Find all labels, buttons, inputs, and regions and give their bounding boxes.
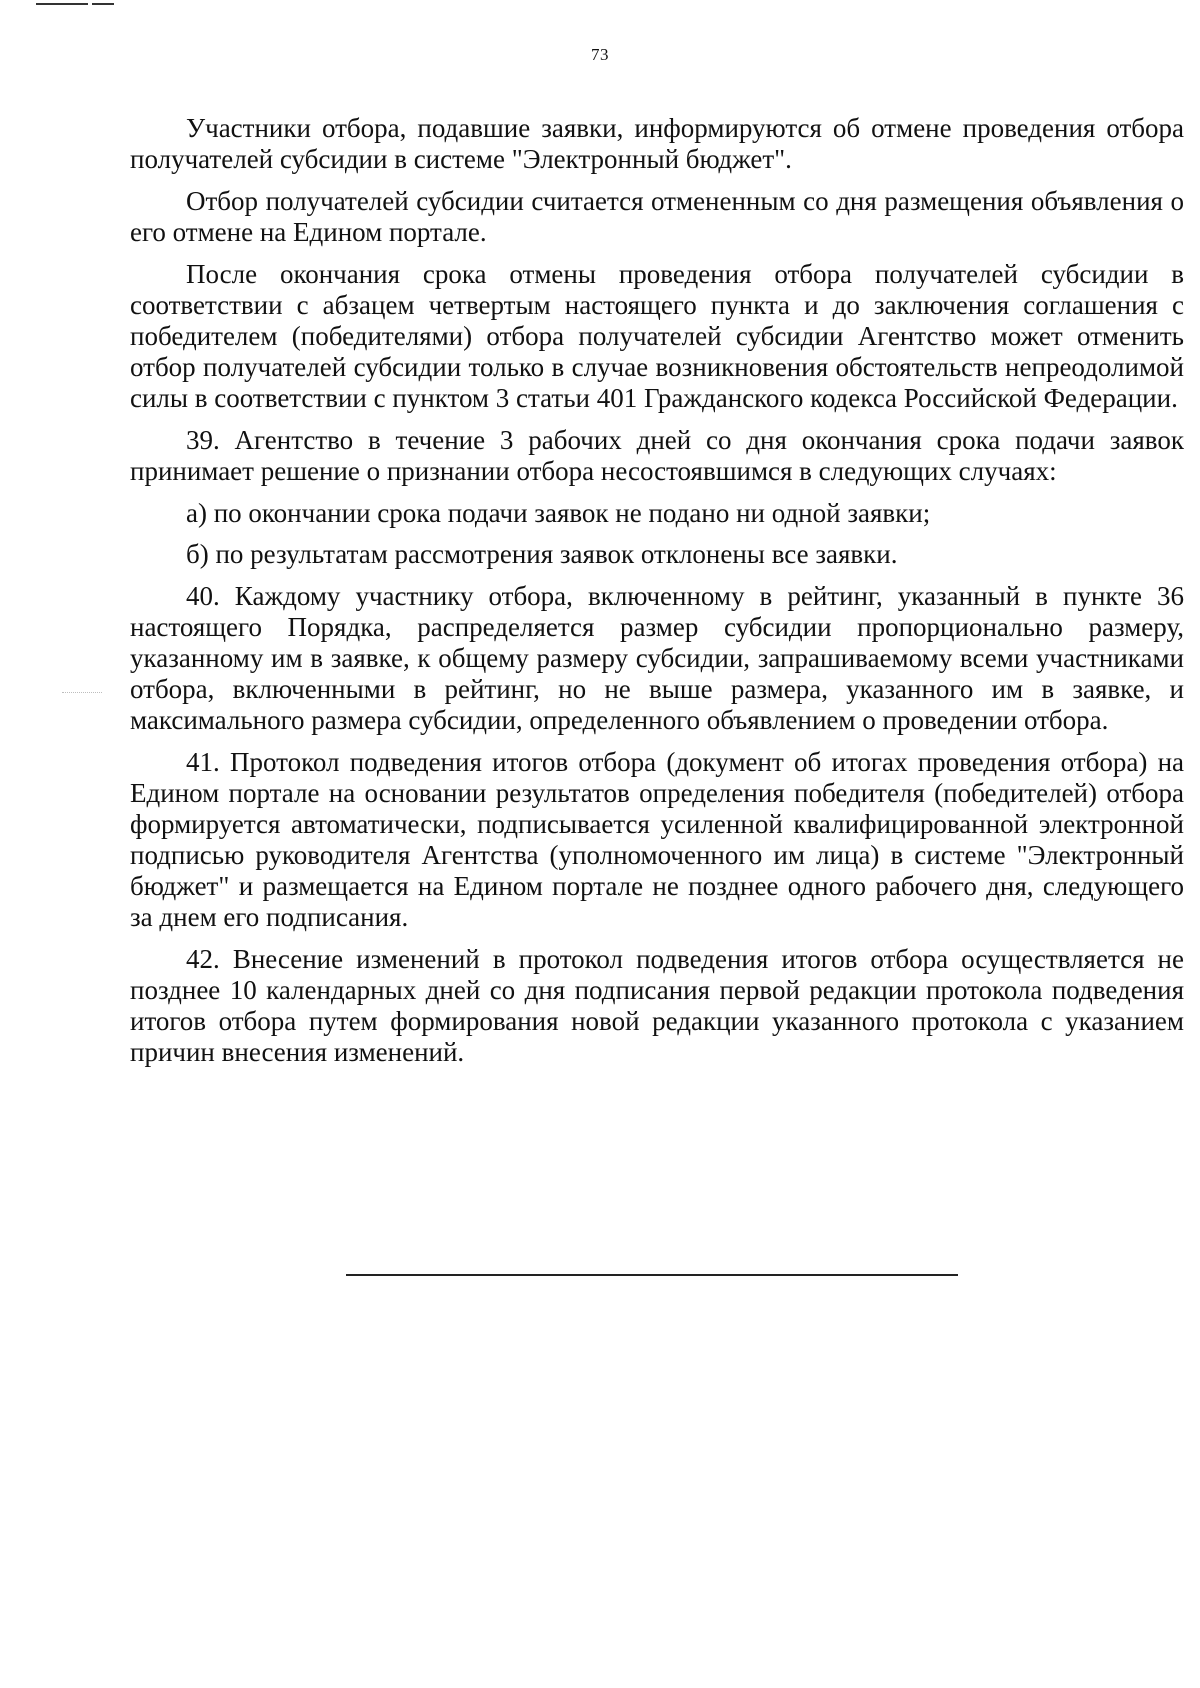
scan-artifact-mark — [92, 3, 114, 5]
paragraph-force-majeure: После окончания срока отмены проведения отбора получателей субсидии в соответствии с абзацем четвертым настоящего пункта и до заключения соглашения с победителем (победителями) отбора получателей субсидии Агентство может отменить отбор получателей субсидии только в случае возникновения обстоятельств непреодолимой силы в соответствии с пунктом 3 статьи 401 Гражданского кодекса Российской Федерации. — [130, 259, 1184, 413]
document-body — [130, 113, 1184, 1079]
page-number: 73 — [591, 45, 609, 64]
paragraph-cancellation-notice: Участники отбора, подавшие заявки, информируются об отмене проведения отбора получателей субсидии в системе "Электронный бюджет". — [130, 113, 1184, 174]
end-of-document-rule — [346, 1274, 958, 1276]
paragraph-item-39-a: а) по окончании срока подачи заявок не подано ни одной заявки; — [186, 498, 931, 528]
paragraph-cancellation-effective: Отбор получателей субсидии считается отмененным со дня размещения объявления о его отмене на Едином портале. — [130, 186, 1184, 247]
paragraph-item-39-b: б) по результатам рассмотрения заявок отклонены все заявки. — [186, 539, 898, 569]
scan-artifact-mark — [36, 3, 88, 5]
paragraph-item-40: 40. Каждому участнику отбора, включенному в рейтинг, указанный в пункте 36 настоящего Порядка, распределяется размер субсидии пропорционально размеру, указанному им в заявке, к общему размеру субсидии, запрашиваемому всеми участниками отбора, включенными в рейтинг, но не выше размера, указанного им в заявке, и максимального размера субсидии, определенного объявлением о проведении отбора. — [130, 581, 1184, 735]
paragraph-item-42: 42. Внесение изменений в протокол подведения итогов отбора осуществляется не позднее 10 календарных дней со дня подписания первой редакции протокола подведения итогов отбора путем формирования новой редакции указанного протокола с указанием причин внесения изменений. — [130, 944, 1184, 1067]
paragraph-item-39: 39. Агентство в течение 3 рабочих дней со дня окончания срока подачи заявок принимает решение о признании отбора несостоявшимся в следующих случаях: — [130, 425, 1184, 486]
paragraph-item-41: 41. Протокол подведения итогов отбора (документ об итогах проведения отбора) на Едином портале на основании результатов определения победителя (победителей) отбора формируется автоматически, подписывается усиленной квалифицированной электронной подписью руководителя Агентства (уполномоченного им лица) в системе "Электронный бюджет" и размещается на Едином портале не позднее одного рабочего дня, следующего за днем его подписания. — [130, 747, 1184, 932]
margin-scan-dots — [62, 692, 102, 694]
